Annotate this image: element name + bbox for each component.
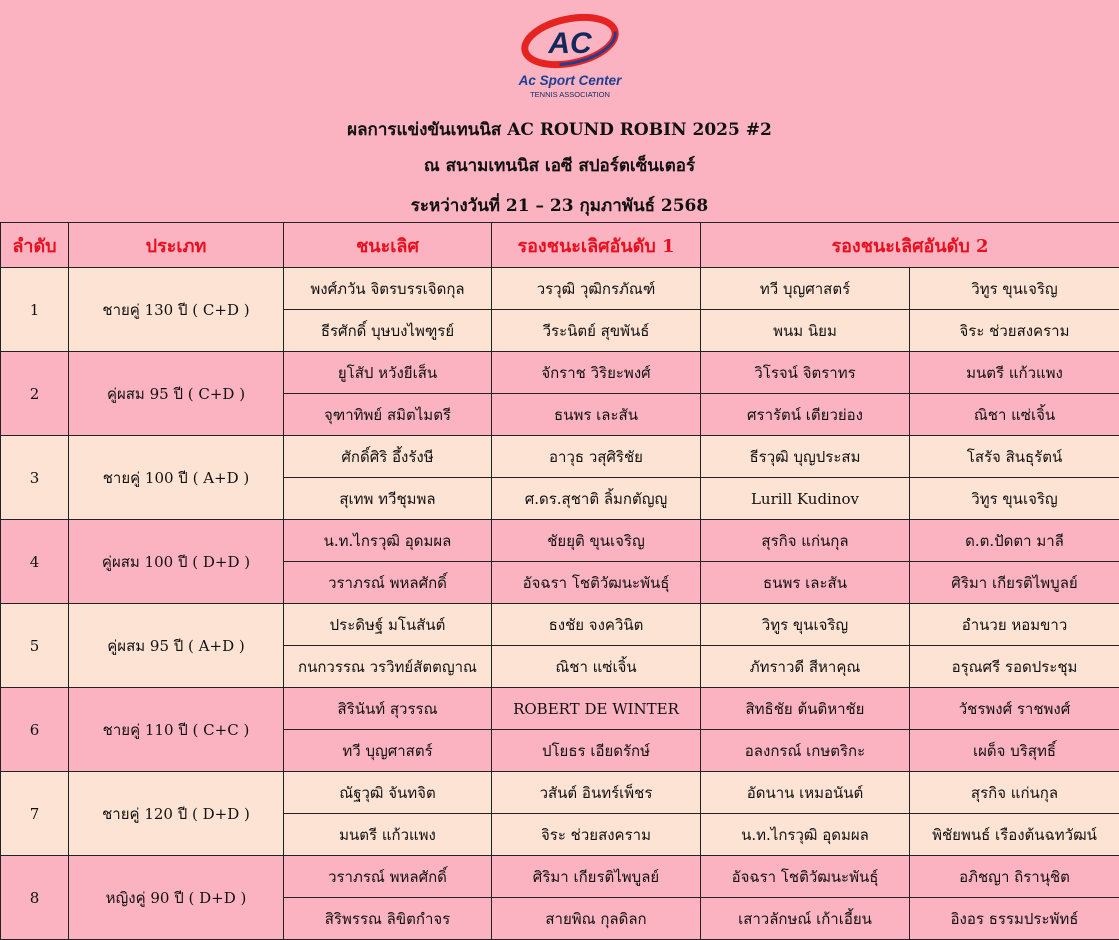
runner-up-2b-cell: โสรัจ สินธุรัตน์ bbox=[910, 436, 1119, 478]
runner-up-2a-cell: สิทธิชัย ต้นติหาชัย bbox=[701, 688, 910, 730]
table-row bbox=[1, 352, 1119, 394]
winner-cell: พงศ์ภวัน จิตรบรรเจิดกุล bbox=[284, 268, 492, 310]
runner-up-2a-cell: ทวี บุญศาสตร์ bbox=[701, 268, 910, 310]
order-cell: 8 bbox=[1, 856, 69, 940]
winner-cell: ธีรศักดิ์ บุษบงไพฑูรย์ bbox=[284, 310, 492, 352]
runner-up-2b-cell: อรุณศรี รอดประชุม bbox=[910, 646, 1119, 688]
winner-cell: มนตรี แก้วแพง bbox=[284, 814, 492, 856]
runner-up-2a-cell: พนม นิยม bbox=[701, 310, 910, 352]
runner-up-2a-cell: อัดนาน เหมอนันต์ bbox=[701, 772, 910, 814]
runner-up-2b-cell: อิงอร ธรรมประพัทธ์ bbox=[910, 898, 1119, 940]
order-cell: 2 bbox=[1, 352, 69, 436]
title-line-3: ระหว่างวันที่ 21 – 23 กุมภาพันธ์ 2568 bbox=[410, 196, 709, 216]
header-runner-up-2: รองชนะเลิศอันดับ 2 bbox=[701, 223, 1119, 268]
header-winner: ชนะเลิศ bbox=[284, 223, 492, 268]
ac-sport-center-logo bbox=[505, 8, 635, 104]
table-row bbox=[1, 520, 1119, 562]
runner-up-2b-cell: ด.ต.ปัดตา มาลี bbox=[910, 520, 1119, 562]
category-cell: ชายคู่ 130 ปี ( C+D ) bbox=[69, 268, 284, 352]
table-row bbox=[1, 604, 1119, 646]
winner-cell: ประดิษฐ์ มโนสันต์ bbox=[284, 604, 492, 646]
category-cell: คู่ผสม 95 ปี ( A+D ) bbox=[69, 604, 284, 688]
runner-up-2b-cell: วิทูร ขุนเจริญ bbox=[910, 478, 1119, 520]
category-cell: ชายคู่ 120 ปี ( D+D ) bbox=[69, 772, 284, 856]
runner-up-2a-cell: ธีรวุฒิ บุญประสม bbox=[701, 436, 910, 478]
runner-up-2a-cell: วิโรจน์ จิตราทร bbox=[701, 352, 910, 394]
table-row bbox=[1, 856, 1119, 898]
ac-logo-icon bbox=[505, 8, 635, 104]
runner-up-2a-cell: ธนพร เละสัน bbox=[701, 562, 910, 604]
winner-cell: สิริพรรณ ลิขิตกำจร bbox=[284, 898, 492, 940]
runner-up-2a-cell: น.ท.ไกรวุฒิ อุดมผล bbox=[701, 814, 910, 856]
runner-up-1-cell: วสันต์ อินทร์เพ็ชร bbox=[492, 772, 701, 814]
runner-up-1-cell: ธนพร เละสัน bbox=[492, 394, 701, 436]
category-cell: ชายคู่ 110 ปี ( C+C ) bbox=[69, 688, 284, 772]
table-row bbox=[1, 772, 1119, 814]
logo-letters: AC bbox=[548, 27, 592, 60]
runner-up-1-cell: ปโยธร เอียดรักษ์ bbox=[492, 730, 701, 772]
runner-up-2b-cell: พิชัยพนธ์ เรืองต้นฉทวัฒน์ bbox=[910, 814, 1119, 856]
title-line-1: ผลการแข่งขันเทนนิส AC ROUND ROBIN 2025 #2 bbox=[347, 120, 772, 140]
runner-up-2a-cell: อลงกรณ์ เกษตริกะ bbox=[701, 730, 910, 772]
winner-cell: จุฑาทิพย์ สมิตไมตรี bbox=[284, 394, 492, 436]
runner-up-1-cell: ชัยยุติ ขุนเจริญ bbox=[492, 520, 701, 562]
order-cell: 3 bbox=[1, 436, 69, 520]
runner-up-1-cell: วรวุฒิ วุฒิกรภัณฑ์ bbox=[492, 268, 701, 310]
runner-up-2a-cell: สุรกิจ แก่นกุล bbox=[701, 520, 910, 562]
winner-cell: น.ท.ไกรวุฒิ อุดมผล bbox=[284, 520, 492, 562]
category-cell: หญิงคู่ 90 ปี ( D+D ) bbox=[69, 856, 284, 940]
runner-up-2b-cell: เผด็จ บริสุทธิ์ bbox=[910, 730, 1119, 772]
page-header bbox=[0, 0, 1119, 222]
winner-cell: ยูโสัป หวังยีเส็น bbox=[284, 352, 492, 394]
runner-up-2b-cell: ณิชา แซ่เจิ้น bbox=[910, 394, 1119, 436]
order-cell: 7 bbox=[1, 772, 69, 856]
winner-cell: สุเทพ ทวีชุมพล bbox=[284, 478, 492, 520]
order-cell: 6 bbox=[1, 688, 69, 772]
runner-up-2b-cell: สุรกิจ แก่นกุล bbox=[910, 772, 1119, 814]
runner-up-1-cell: ณิชา แซ่เจิ้น bbox=[492, 646, 701, 688]
runner-up-2a-cell: ภัทราวดี สีหาคุณ bbox=[701, 646, 910, 688]
runner-up-1-cell: อาวุธ วสุศิริชัย bbox=[492, 436, 701, 478]
runner-up-1-cell: จิระ ช่วยสงคราม bbox=[492, 814, 701, 856]
runner-up-2a-cell: อัจฉรา โชติวัฒนะพันธุ์ bbox=[701, 856, 910, 898]
runner-up-2b-cell: จิระ ช่วยสงคราม bbox=[910, 310, 1119, 352]
runner-up-2b-cell: อภิชญา ถิรานุชิต bbox=[910, 856, 1119, 898]
header-order: ลำดับ bbox=[1, 223, 69, 268]
runner-up-2b-cell: อำนวย หอมขาว bbox=[910, 604, 1119, 646]
winner-cell: สิรินันท์ สุวรรณ bbox=[284, 688, 492, 730]
winner-cell: ทวี บุญศาสตร์ bbox=[284, 730, 492, 772]
order-cell: 1 bbox=[1, 268, 69, 352]
runner-up-2a-cell: วิทูร ขุนเจริญ bbox=[701, 604, 910, 646]
table-row bbox=[1, 688, 1119, 730]
order-cell: 4 bbox=[1, 520, 69, 604]
results-body bbox=[1, 268, 1119, 940]
category-cell: คู่ผสม 95 ปี ( C+D ) bbox=[69, 352, 284, 436]
runner-up-1-cell: ศ.ดร.สุชาติ ลิ้มกตัญญู bbox=[492, 478, 701, 520]
winner-cell: วราภรณ์ พหลศักดิ์ bbox=[284, 562, 492, 604]
runner-up-1-cell: ศิริมา เกียรติไพบูลย์ bbox=[492, 856, 701, 898]
runner-up-1-cell: สายพิณ กุลดิลก bbox=[492, 898, 701, 940]
table-row bbox=[1, 268, 1119, 310]
runner-up-1-cell: ธงชัย จงควินิต bbox=[492, 604, 701, 646]
runner-up-2a-cell: เสาวลักษณ์ เก้าเอี้ยน bbox=[701, 898, 910, 940]
table-header-row bbox=[1, 223, 1119, 268]
runner-up-2b-cell: วิทูร ขุนเจริญ bbox=[910, 268, 1119, 310]
runner-up-1-cell: อัจฉรา โชติวัฒนะพันธุ์ bbox=[492, 562, 701, 604]
title-line-2: ณ สนามเทนนิส เอซี สปอร์ตเซ็นเตอร์ bbox=[423, 156, 696, 176]
category-cell: ชายคู่ 100 ปี ( A+D ) bbox=[69, 436, 284, 520]
logo-subtitle: TENNIS ASSOCIATION bbox=[530, 90, 610, 99]
order-cell: 5 bbox=[1, 604, 69, 688]
runner-up-2a-cell: Lurill Kudinov bbox=[701, 478, 910, 520]
runner-up-2b-cell: มนตรี แก้วแพง bbox=[910, 352, 1119, 394]
winner-cell: ณัฐวุฒิ จันทจิต bbox=[284, 772, 492, 814]
results-table bbox=[0, 222, 1119, 940]
winner-cell: กนกวรรณ วรวิทย์สัตตญาณ bbox=[284, 646, 492, 688]
runner-up-1-cell: วีระนิตย์ สุขพันธ์ bbox=[492, 310, 701, 352]
header-category: ประเภท bbox=[69, 223, 284, 268]
winner-cell: วราภรณ์ พหลศักดิ์ bbox=[284, 856, 492, 898]
runner-up-2a-cell: ศรารัตน์ เตียวย่อง bbox=[701, 394, 910, 436]
runner-up-2b-cell: ศิริมา เกียรติไพบูลย์ bbox=[910, 562, 1119, 604]
table-row bbox=[1, 436, 1119, 478]
header-runner-up-1: รองชนะเลิศอันดับ 1 bbox=[492, 223, 701, 268]
winner-cell: ศักดิ์ศิริ อึ้งรังษี bbox=[284, 436, 492, 478]
runner-up-1-cell: ROBERT DE WINTER bbox=[492, 688, 701, 730]
category-cell: คู่ผสม 100 ปี ( D+D ) bbox=[69, 520, 284, 604]
runner-up-1-cell: จักราช วิริยะพงศ์ bbox=[492, 352, 701, 394]
runner-up-2b-cell: วัชรพงศ์ ราชพงศ์ bbox=[910, 688, 1119, 730]
logo-name: Ac Sport Center bbox=[518, 73, 622, 88]
